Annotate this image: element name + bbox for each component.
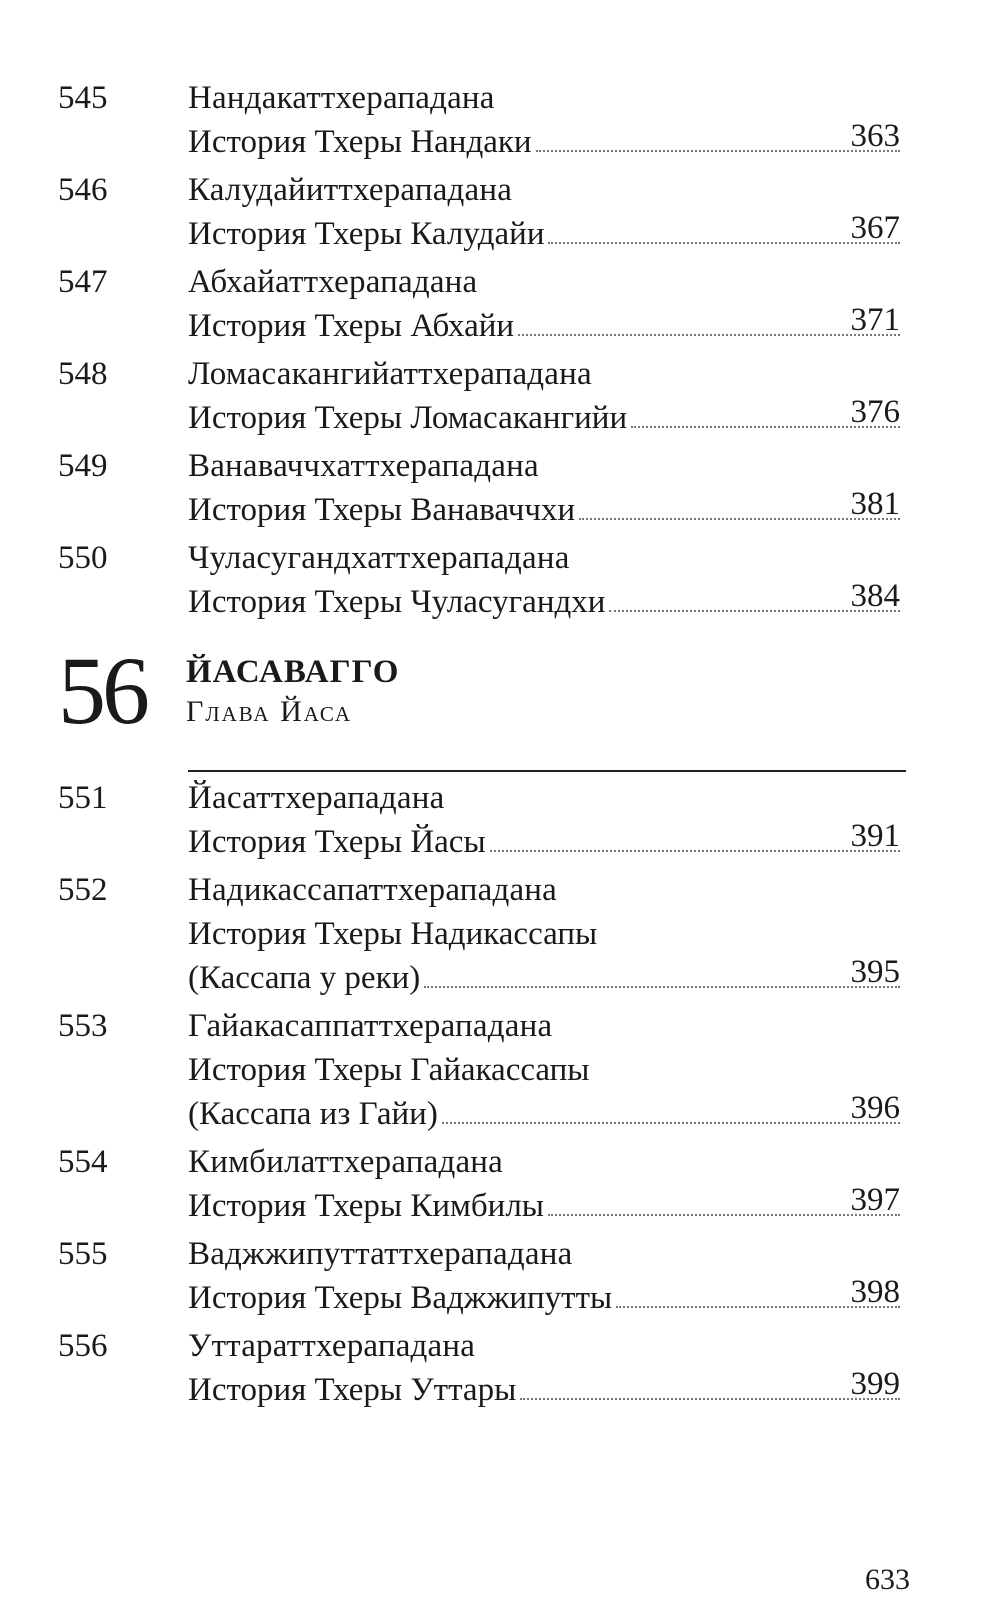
entry-leader xyxy=(188,488,900,532)
entry-title: Нандакаттхерападана xyxy=(188,80,495,116)
entry-number: 556 xyxy=(58,1328,108,1364)
entry-title: Уттараттхерападана xyxy=(188,1328,476,1364)
entry-leader xyxy=(188,820,900,864)
entry-title: Ванаваччхаттхерападана xyxy=(188,448,539,484)
entry-title: Йасаттхерападана xyxy=(188,780,445,816)
entry-subtitle: История Тхеры Абхайи xyxy=(188,308,515,344)
entry-subtitle: История Тхеры Ваджжипутты xyxy=(188,1280,613,1316)
toc-entry xyxy=(0,776,1000,868)
entry-title: Гайакасаппаттхерападана xyxy=(188,1008,553,1044)
toc-entry xyxy=(0,868,1000,1004)
toc-entry xyxy=(0,1232,1000,1324)
entry-leader xyxy=(188,1276,900,1320)
toc-entry xyxy=(0,260,1000,352)
toc-entry xyxy=(0,444,1000,536)
entry-page-number: 381 xyxy=(850,486,900,522)
entry-title: Абхайаттхерападана xyxy=(188,264,478,300)
entry-leader xyxy=(188,120,900,164)
entry-subtitle: История Тхеры Надикассапы xyxy=(188,916,598,952)
entry-subtitle-note: (Кассапа из Гайи) xyxy=(188,1096,438,1132)
entry-leader xyxy=(188,956,900,1000)
dot-leader xyxy=(490,850,900,852)
chapter-divider xyxy=(188,770,906,772)
entry-number: 546 xyxy=(58,172,108,208)
entry-number: 547 xyxy=(58,264,108,300)
chapter-title: ЙАСАВАГГО xyxy=(186,654,400,690)
chapter-subtitle: Глава Йаса xyxy=(186,695,353,728)
entry-page-number: 384 xyxy=(850,578,900,614)
toc-entry xyxy=(0,1140,1000,1232)
entry-page-number: 399 xyxy=(850,1366,900,1402)
entry-page-number: 398 xyxy=(850,1274,900,1310)
entry-title: Ломасакангийаттхерападана xyxy=(188,356,592,392)
entry-title: Ваджжипуттаттхерападана xyxy=(188,1236,573,1272)
entry-number: 548 xyxy=(58,356,108,392)
chapter-number: 56 xyxy=(58,637,146,744)
entry-page-number: 376 xyxy=(850,394,900,430)
entry-number: 554 xyxy=(58,1144,108,1180)
entry-subtitle: История Тхеры Уттары xyxy=(188,1372,517,1408)
entry-page-number: 397 xyxy=(850,1182,900,1218)
entry-subtitle: История Тхеры Калудайи xyxy=(188,216,545,252)
toc-entry xyxy=(0,352,1000,444)
entry-leader xyxy=(188,212,900,256)
entry-number: 549 xyxy=(58,448,108,484)
entry-page-number: 395 xyxy=(850,954,900,990)
entry-number: 551 xyxy=(58,780,108,816)
entry-number: 553 xyxy=(58,1008,108,1044)
entry-title: Надикассапаттхерападана xyxy=(188,872,558,908)
entry-page-number: 367 xyxy=(850,210,900,246)
toc-entry xyxy=(0,168,1000,260)
entry-title: Калудайиттхерападана xyxy=(188,172,513,208)
dot-leader xyxy=(424,986,900,988)
entry-leader xyxy=(188,1368,900,1412)
entry-page-number: 371 xyxy=(850,302,900,338)
entry-subtitle: История Тхеры Нандаки xyxy=(188,124,532,160)
entry-number: 555 xyxy=(58,1236,108,1272)
entry-subtitle: История Тхеры Чуласугандхи xyxy=(188,584,606,620)
folio-page-number: 633 xyxy=(865,1563,910,1596)
entry-subtitle: История Тхеры Ванаваччхи xyxy=(188,492,576,528)
entry-leader xyxy=(188,396,900,440)
entry-leader xyxy=(188,580,900,624)
entry-subtitle: История Тхеры Ломасакангийи xyxy=(188,400,628,436)
entry-title: Чуласугандхаттхерападана xyxy=(188,540,570,576)
toc-entry xyxy=(0,1324,1000,1416)
entry-page-number: 363 xyxy=(850,118,900,154)
toc-entry xyxy=(0,536,1000,628)
toc-entry xyxy=(0,1004,1000,1140)
toc-list-top xyxy=(0,76,1000,628)
entry-number: 550 xyxy=(58,540,108,576)
entry-leader xyxy=(188,304,900,348)
entry-subtitle: История Тхеры Гайакассапы xyxy=(188,1052,590,1088)
toc-entry xyxy=(0,76,1000,168)
entry-number: 545 xyxy=(58,80,108,116)
entry-page-number: 396 xyxy=(850,1090,900,1126)
entry-page-number: 391 xyxy=(850,818,900,854)
entry-leader xyxy=(188,1092,900,1136)
entry-title: Кимбилаттхерападана xyxy=(188,1144,503,1180)
entry-subtitle-note: (Кассапа у реки) xyxy=(188,960,421,996)
entry-number: 552 xyxy=(58,872,108,908)
entry-subtitle: История Тхеры Йасы xyxy=(188,824,486,860)
entry-leader xyxy=(188,1184,900,1228)
toc-list-bottom xyxy=(0,776,1000,1416)
chapter-heading xyxy=(58,637,908,758)
entry-subtitle: История Тхеры Кимбилы xyxy=(188,1188,544,1224)
dot-leader xyxy=(442,1122,900,1124)
